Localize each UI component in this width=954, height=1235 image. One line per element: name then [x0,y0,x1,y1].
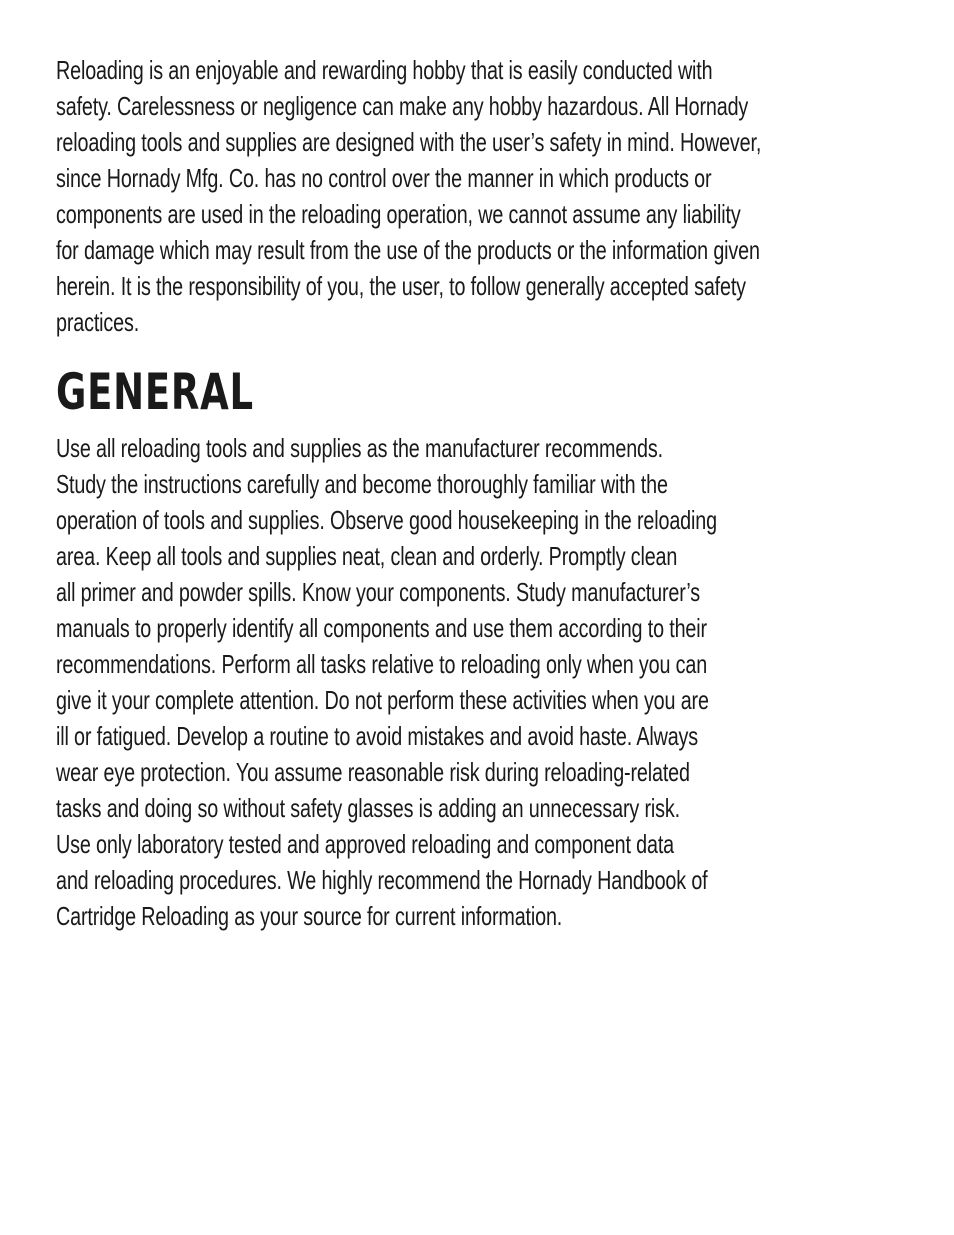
intro-line: herein. It is the responsibility of you, the user, to follow generally accepted safety [56,271,746,301]
general-line: manuals to properly identify all components and use them according to their [56,613,707,643]
general-line: give it your complete attention. Do not perform these activities when you are [56,685,709,715]
intro-line: practices. [56,307,140,337]
general-line: wear eye protection. You assume reasonable risk during reloading-related [56,757,690,787]
general-line: and reloading procedures. We highly recommend the Hornady Handbook of [56,865,708,895]
intro-line: safety. Carelessness or negligence can make any hobby hazardous. All Hornady [56,91,749,121]
general-line: ill or fatigued. Develop a routine to avoid mistakes and avoid haste. Always [56,721,698,751]
general-line: Use only laboratory tested and approved reloading and component data [56,829,675,859]
intro-line: since Hornady Mfg. Co. has no control over the manner in which products or [56,163,712,193]
intro-paragraph [56,52,906,340]
general-line: Cartridge Reloading as your source for current information. [56,901,563,931]
intro-line: Reloading is an enjoyable and rewarding hobby that is easily conducted with [56,55,713,85]
general-line: recommendations. Perform all tasks relative to reloading only when you can [56,649,708,679]
intro-line: components are used in the reloading operation, we cannot assume any liability [56,199,741,229]
intro-line: reloading tools and supplies are designed with the user’s safety in mind. However, [56,127,762,157]
general-line: operation of tools and supplies. Observe good housekeeping in the reloading [56,505,717,535]
general-line: all primer and powder spills. Know your components. Study manufacturer’s [56,577,701,607]
general-line: tasks and doing so without safety glasses is adding an unnecessary risk. [56,793,680,823]
intro-line: for damage which may result from the use of the products or the information given [56,235,760,265]
section-heading-general: GENERAL [56,363,254,421]
general-line: Study the instructions carefully and become thoroughly familiar with the [56,469,668,499]
general-line: Use all reloading tools and supplies as the manufacturer recommends. [56,433,663,463]
general-line: area. Keep all tools and supplies neat, clean and orderly. Promptly clean [56,541,678,571]
general-paragraph [56,430,906,934]
